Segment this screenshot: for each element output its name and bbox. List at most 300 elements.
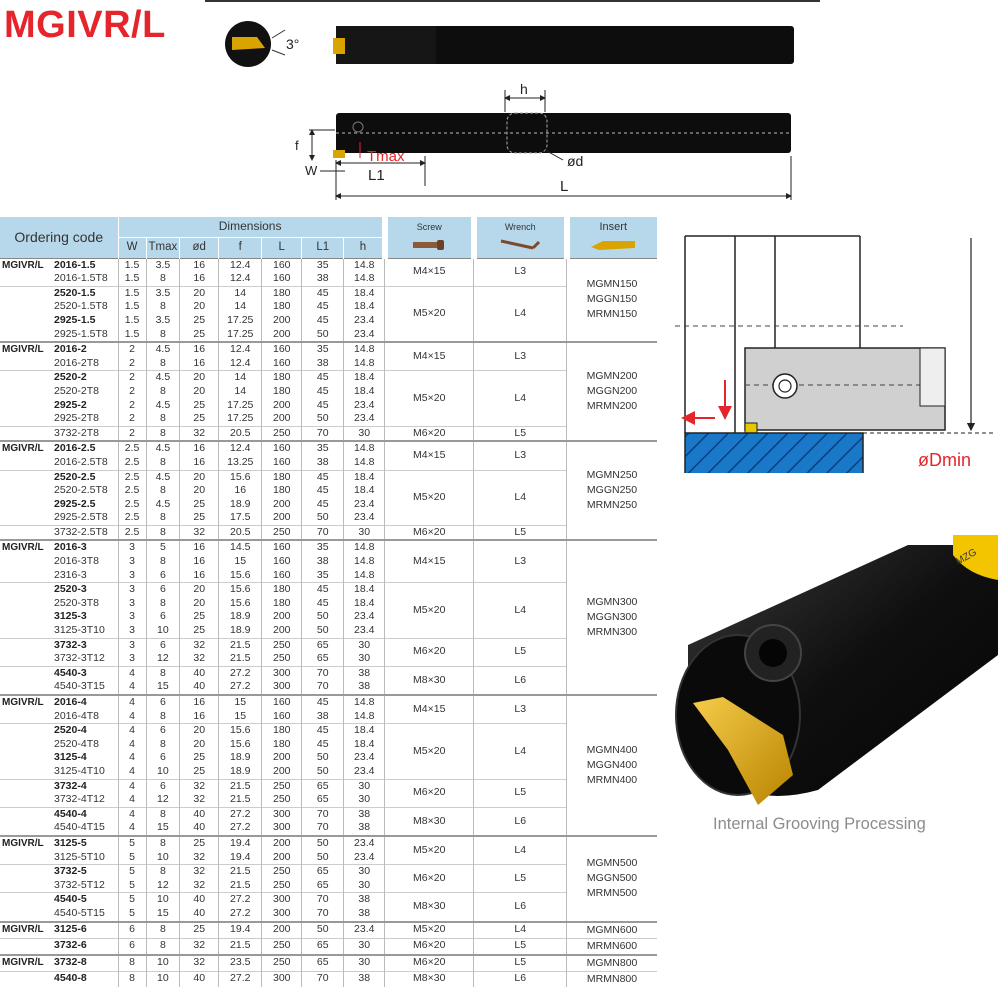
dim-cell: 15.6: [219, 597, 262, 611]
screw-cell: M4×15: [385, 258, 474, 286]
dim-cell: 32: [180, 865, 219, 879]
series-cell: [0, 724, 52, 738]
dim-cell: 32: [180, 851, 219, 865]
dim-cell: 300: [262, 821, 302, 836]
series-cell: [0, 314, 52, 328]
code-cell: 3732-2T8: [52, 426, 118, 441]
dim-cell: 8: [146, 426, 180, 441]
series-cell: MGIVR/L: [0, 922, 52, 939]
dim-cell: 8: [146, 484, 180, 498]
dim-cell: 4: [118, 710, 146, 724]
wrench-cell: L4: [474, 724, 567, 779]
w-label: W: [305, 163, 318, 178]
dim-cell: 20: [180, 385, 219, 399]
dim-cell: 18.4: [344, 385, 385, 399]
dim-cell: 8: [146, 922, 180, 939]
dim-cell: 4: [118, 751, 146, 765]
dim-cell: 5: [118, 893, 146, 907]
dim-cell: 4: [118, 695, 146, 710]
dim-cell: 2: [118, 385, 146, 399]
dim-cell: 23.4: [344, 314, 385, 328]
dim-cell: 4: [118, 666, 146, 680]
dim-cell: 14.8: [344, 569, 385, 583]
dim-cell: 250: [262, 652, 302, 666]
insert-model: MGMN300: [586, 596, 638, 609]
dim-cell: 18.4: [344, 300, 385, 314]
dim-cell: 10: [146, 955, 180, 972]
screw-icon: [385, 237, 474, 258]
dim-cell: 10: [146, 624, 180, 638]
dim-cell: 32: [180, 426, 219, 441]
dim-cell: 30: [344, 955, 385, 972]
screw-cell: M6×20: [385, 638, 474, 666]
dim-cell: 15.6: [219, 470, 262, 484]
dim-cell: 2.5: [118, 456, 146, 470]
series-cell: [0, 456, 52, 470]
wrench-cell: L5: [474, 525, 567, 540]
dim-cell: 15.6: [219, 738, 262, 752]
dim-cell: 18.4: [344, 484, 385, 498]
wrench-cell: L5: [474, 955, 567, 972]
series-cell: [0, 569, 52, 583]
series-cell: [0, 498, 52, 512]
insert-model: MGMN800: [586, 956, 638, 969]
dim-cell: 300: [262, 971, 302, 987]
dim-cell: 50: [302, 922, 344, 939]
dim-cell: 23.4: [344, 399, 385, 413]
dim-col-header: h: [344, 237, 385, 258]
wrench-cell: L5: [474, 779, 567, 807]
insert-model: MRMN800: [586, 972, 638, 985]
dim-cell: 17.25: [219, 399, 262, 413]
dim-cell: 160: [262, 272, 302, 286]
dim-cell: 35: [302, 569, 344, 583]
series-cell: [0, 511, 52, 525]
l-label: L: [560, 178, 569, 195]
dim-cell: 27.2: [219, 971, 262, 987]
dim-cell: 30: [344, 652, 385, 666]
code-cell: 3732-6: [52, 938, 118, 955]
series-cell: [0, 893, 52, 907]
dim-cell: 16: [180, 342, 219, 357]
dim-cell: 16: [180, 695, 219, 710]
dim-cell: 45: [302, 498, 344, 512]
dim-cell: 15: [146, 907, 180, 922]
dim-cell: 45: [302, 470, 344, 484]
dim-cell: 20: [180, 371, 219, 385]
dim-cell: 21.5: [219, 652, 262, 666]
screw-cell: M5×20: [385, 583, 474, 638]
dim-cell: 160: [262, 569, 302, 583]
dim-cell: 4.5: [146, 470, 180, 484]
screw-cell: M5×20: [385, 724, 474, 779]
series-cell: [0, 484, 52, 498]
dim-cell: 15.6: [219, 569, 262, 583]
table-row: [0, 893, 657, 907]
dim-cell: 12.4: [219, 272, 262, 286]
code-cell: 4540-4T15: [54, 821, 105, 834]
dim-cell: 40: [180, 893, 219, 907]
dim-cell: 50: [302, 751, 344, 765]
insert-cell: [567, 955, 657, 972]
dim-cell: 18.9: [219, 624, 262, 638]
screw-cell: M6×20: [385, 938, 474, 955]
dim-cell: 160: [262, 342, 302, 357]
dim-cell: 3.5: [146, 286, 180, 300]
series-cell: [0, 385, 52, 399]
code-cell: 2016-1.5T8: [54, 272, 108, 285]
dim-cell: 45: [302, 597, 344, 611]
dim-cell: 300: [262, 666, 302, 680]
dim-cell: 3: [118, 540, 146, 555]
dim-cell: 200: [262, 511, 302, 525]
dim-cell: 12.4: [219, 258, 262, 272]
insert-model: MGGN250: [586, 484, 638, 497]
dim-cell: 40: [180, 666, 219, 680]
dim-cell: 21.5: [219, 879, 262, 893]
dim-cell: 2: [118, 399, 146, 413]
end-view: [225, 21, 299, 67]
series-cell: [0, 412, 52, 426]
dim-cell: 45: [302, 300, 344, 314]
dim-cell: 23.4: [344, 922, 385, 939]
dim-cell: 32: [180, 793, 219, 807]
dim-cell: 25: [180, 624, 219, 638]
dim-cell: 65: [302, 955, 344, 972]
dim-col-header: Tmax: [146, 237, 180, 258]
series-cell: [0, 328, 52, 343]
series-cell: [0, 652, 52, 666]
dim-cell: 8: [146, 328, 180, 343]
wrench-cell: L4: [474, 922, 567, 939]
dim-cell: 45: [302, 286, 344, 300]
series-cell: [0, 938, 52, 955]
dim-cell: 250: [262, 638, 302, 652]
dim-cell: 35: [302, 540, 344, 555]
dim-cell: 250: [262, 779, 302, 793]
dim-cell: 25: [180, 610, 219, 624]
table-row: [0, 938, 657, 955]
dim-cell: 21.5: [219, 638, 262, 652]
dim-cell: 70: [302, 680, 344, 695]
code-cell: 2520-3: [52, 583, 118, 597]
dim-cell: 23.4: [344, 765, 385, 779]
dim-cell: 2.5: [118, 484, 146, 498]
code-cell: 2520-2.5T8: [54, 484, 108, 497]
dim-cell: 14.8: [344, 357, 385, 371]
dim-cell: 45: [302, 583, 344, 597]
dim-cell: 1.5: [118, 272, 146, 286]
dim-cell: 30: [344, 938, 385, 955]
dim-cell: 8: [146, 597, 180, 611]
dim-cell: 19.4: [219, 836, 262, 851]
dim-cell: 18.4: [344, 738, 385, 752]
series-cell: MGIVR/L: [0, 955, 52, 972]
dim-cell: 180: [262, 583, 302, 597]
insert-cell: [567, 971, 657, 987]
insert-cell: [567, 441, 657, 540]
dim-cell: 2.5: [118, 525, 146, 540]
l1-label: L1: [368, 167, 385, 184]
dim-cell: 38: [302, 357, 344, 371]
dim-cell: 3.5: [146, 314, 180, 328]
wrench-cell: L3: [474, 258, 567, 286]
dim-cell: 3: [118, 610, 146, 624]
dim-cell: 200: [262, 498, 302, 512]
dim-cell: 8: [146, 836, 180, 851]
dim-cell: 8: [146, 385, 180, 399]
dim-cell: 40: [180, 971, 219, 987]
dim-cell: 23.4: [344, 498, 385, 512]
code-cell: 4540-3: [52, 666, 118, 680]
series-cell: [0, 879, 52, 893]
wrench-cell: L6: [474, 807, 567, 836]
dim-cell: 18.4: [344, 724, 385, 738]
dim-cell: 15: [146, 821, 180, 836]
dim-cell: 16: [219, 484, 262, 498]
code-cell: 3732-4T12: [54, 793, 105, 806]
cross-section-diagram: [675, 228, 995, 473]
code-cell: 3732-5: [52, 865, 118, 879]
dim-cell: 200: [262, 624, 302, 638]
dim-cell: 17.25: [219, 314, 262, 328]
series-cell: [0, 907, 52, 922]
insert-model: MRMN250: [586, 499, 638, 512]
wrench-cell: L3: [474, 695, 567, 724]
dim-cell: 8: [146, 357, 180, 371]
dim-cell: 1.5: [118, 300, 146, 314]
dim-cell: 2: [118, 426, 146, 441]
dim-cell: 8: [146, 865, 180, 879]
code-cell: 2520-2.5: [52, 470, 118, 484]
dim-cell: 6: [118, 922, 146, 939]
code-cell: 4540-5: [52, 893, 118, 907]
angle-label: 3°: [286, 36, 300, 52]
dim-cell: 160: [262, 540, 302, 555]
dim-cell: 1.5: [118, 258, 146, 272]
dim-cell: 14.8: [344, 555, 385, 569]
wrench-cell: L6: [474, 893, 567, 922]
code-cell: 4540-4: [52, 807, 118, 821]
dim-cell: 6: [146, 751, 180, 765]
insert-icon: [567, 237, 657, 258]
dim-cell: 25: [180, 751, 219, 765]
series-cell: [0, 793, 52, 807]
dim-cell: 200: [262, 922, 302, 939]
wrench-icon: [474, 237, 567, 258]
dim-cell: 4: [118, 680, 146, 695]
dim-cell: 200: [262, 851, 302, 865]
insert-model: MGGN150: [586, 293, 638, 306]
dim-cell: 12: [146, 652, 180, 666]
screw-cell: M5×20: [385, 922, 474, 939]
code-cell: 2016-4T8: [54, 709, 99, 722]
code-cell: 2016-2: [52, 342, 118, 357]
code-cell: 2016-3: [52, 540, 118, 555]
screw-cell: M6×20: [385, 955, 474, 972]
table-row: [0, 426, 657, 441]
tool-dimension-drawing: [205, 0, 820, 210]
dim-col-header: ød: [180, 237, 219, 258]
code-cell: 3732-4: [52, 779, 118, 793]
screw-cell: M5×20: [385, 836, 474, 865]
dim-cell: 180: [262, 738, 302, 752]
wrench-header: [474, 217, 567, 237]
dim-cell: 14: [219, 300, 262, 314]
code-cell: 4540-3T15: [54, 680, 105, 693]
dim-cell: 10: [146, 851, 180, 865]
series-cell: [0, 765, 52, 779]
dim-cell: 17.25: [219, 412, 262, 426]
series-cell: [0, 779, 52, 793]
dim-cell: 4: [118, 724, 146, 738]
code-cell: 3125-4T10: [54, 764, 105, 777]
wrench-cell: L3: [474, 540, 567, 582]
dim-cell: 160: [262, 258, 302, 272]
dim-cell: 65: [302, 638, 344, 652]
insert-cell: [567, 938, 657, 955]
dim-cell: 14.5: [219, 540, 262, 555]
screw-cell: M4×15: [385, 695, 474, 724]
dim-cell: 30: [344, 865, 385, 879]
code-cell: 2925-2: [54, 398, 87, 411]
dim-cell: 65: [302, 793, 344, 807]
dim-cell: 2: [118, 357, 146, 371]
dim-cell: 4.5: [146, 342, 180, 357]
dim-cell: 200: [262, 836, 302, 851]
dim-cell: 4: [118, 821, 146, 836]
wrench-cell: L4: [474, 583, 567, 638]
insert-cell: [567, 922, 657, 939]
series-cell: [0, 399, 52, 413]
dim-cell: 15: [219, 555, 262, 569]
series-cell: [0, 680, 52, 695]
table-row: [0, 258, 657, 272]
insert-model: MGMN400: [586, 743, 638, 756]
code-cell: 2316-3: [54, 568, 87, 581]
series-cell: [0, 624, 52, 638]
dim-cell: 2.5: [118, 470, 146, 484]
dim-cell: 3: [118, 638, 146, 652]
table-row: [0, 865, 657, 879]
table-row: [0, 695, 657, 710]
dim-cell: 2.5: [118, 441, 146, 456]
dim-cell: 23.4: [344, 751, 385, 765]
dim-cell: 25: [180, 399, 219, 413]
dim-cell: 23.4: [344, 412, 385, 426]
dim-cell: 180: [262, 300, 302, 314]
series-cell: [0, 525, 52, 540]
table-row: [0, 342, 657, 357]
dim-cell: 25: [180, 412, 219, 426]
wrench-cell: L6: [474, 971, 567, 987]
dim-cell: 6: [146, 724, 180, 738]
dim-cell: 32: [180, 525, 219, 540]
screw-cell: M4×15: [385, 441, 474, 470]
dim-cell: 65: [302, 865, 344, 879]
dim-cell: 250: [262, 793, 302, 807]
code-cell: 2016-3T8: [54, 555, 99, 568]
dim-cell: 250: [262, 938, 302, 955]
dim-cell: 45: [302, 399, 344, 413]
dim-cell: 4: [118, 765, 146, 779]
dim-cell: 2: [118, 371, 146, 385]
dim-cell: 5: [118, 851, 146, 865]
dim-cell: 18.9: [219, 498, 262, 512]
series-cell: [0, 272, 52, 286]
dim-cell: 200: [262, 328, 302, 343]
wrench-cell: L5: [474, 638, 567, 666]
dim-cell: 8: [146, 666, 180, 680]
dim-cell: 20: [180, 583, 219, 597]
insert-model: MGGN400: [586, 758, 638, 771]
insert-cell: [567, 342, 657, 441]
dim-cell: 4: [118, 738, 146, 752]
dim-cell: 8: [146, 525, 180, 540]
dim-cell: 65: [302, 879, 344, 893]
series-cell: [0, 738, 52, 752]
dim-cell: 21.5: [219, 865, 262, 879]
dim-cell: 8: [146, 938, 180, 955]
insert-model: MRMN500: [586, 887, 638, 900]
dim-col-header: L: [262, 237, 302, 258]
diameter-label: ød: [567, 153, 584, 169]
dim-cell: 65: [302, 652, 344, 666]
dim-cell: 38: [302, 456, 344, 470]
dim-cell: 70: [302, 821, 344, 836]
series-cell: [0, 807, 52, 821]
insert-model: MRMN300: [586, 626, 638, 639]
dim-cell: 65: [302, 779, 344, 793]
dim-cell: 14.8: [344, 258, 385, 272]
dim-cell: 50: [302, 765, 344, 779]
insert-cell: [567, 540, 657, 695]
dim-cell: 15.6: [219, 583, 262, 597]
dim-cell: 18.9: [219, 610, 262, 624]
dim-cell: 18.4: [344, 371, 385, 385]
dim-cell: 18.9: [219, 765, 262, 779]
dim-cell: 20: [180, 724, 219, 738]
dim-cell: 1.5: [118, 314, 146, 328]
dim-cell: 38: [344, 680, 385, 695]
series-cell: MGIVR/L: [0, 258, 52, 272]
dim-cell: 20: [180, 738, 219, 752]
code-cell: 3125-3: [54, 610, 87, 623]
dim-cell: 18.4: [344, 286, 385, 300]
dim-cell: 300: [262, 807, 302, 821]
dim-cell: 8: [146, 807, 180, 821]
dim-cell: 27.2: [219, 893, 262, 907]
dim-cell: 40: [180, 807, 219, 821]
screw-cell: M8×30: [385, 807, 474, 836]
series-cell: [0, 821, 52, 836]
dim-cell: 4.5: [146, 399, 180, 413]
series-cell: MGIVR/L: [0, 441, 52, 456]
table-row: [0, 441, 657, 456]
dim-cell: 180: [262, 286, 302, 300]
product-photo: [668, 535, 1003, 815]
series-cell: [0, 470, 52, 484]
insert-cell: [567, 836, 657, 922]
table-row: [0, 922, 657, 939]
dim-cell: 16: [180, 555, 219, 569]
dim-cell: 35: [302, 441, 344, 456]
dim-cell: 8: [118, 971, 146, 987]
insert-model: MGMN500: [586, 857, 638, 870]
screw-cell: M8×30: [385, 971, 474, 987]
dim-cell: 300: [262, 907, 302, 922]
series-cell: [0, 710, 52, 724]
